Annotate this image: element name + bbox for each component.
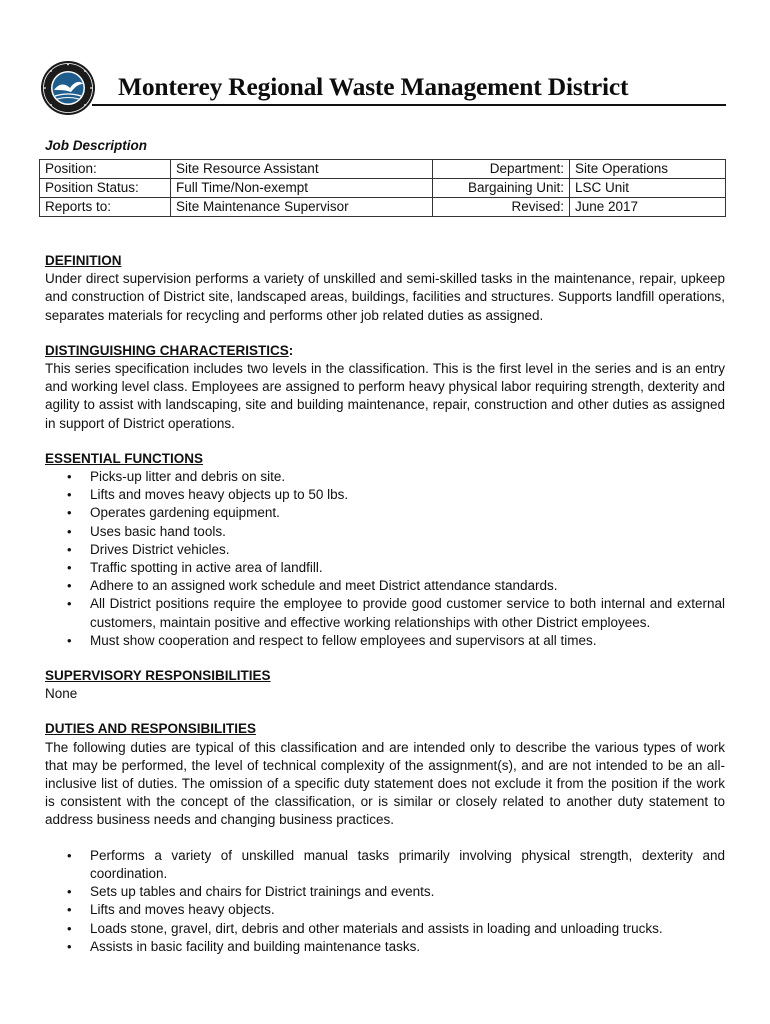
list-item-text: Assists in basic facility and building maintenance tasks. [90,938,421,954]
list-item-text: Traffic spotting in active area of landfill. [90,560,323,576]
list-item [45,577,725,595]
department-label: Department: [433,160,570,179]
list-item [45,559,725,577]
list-item-text: Performs a variety of unskilled manual tasks primarily involving physical strength, dexterity and coordination. [90,847,725,881]
reports-to-label: Reports to: [40,198,171,217]
list-item-text: Drives District vehicles. [90,541,230,557]
list-item-text: Operates gardening equipment. [90,505,280,521]
definition-text: Under direct supervision performs a variety of unskilled and semi-skilled tasks in the maintenance, repair, upkeep and construction of District site, landscaped areas, buildings, facilities and structures. Supports landfill operations, separates materials for recycling and performs other job related duties as assigned. [45,271,725,323]
list-item [45,523,725,541]
bullet-icon: • [67,523,72,539]
list-item [45,504,725,522]
distinguishing-section [45,342,725,433]
table-row [40,160,726,179]
list-item-text: Adhere to an assigned work schedule and meet District attendance standards. [90,578,558,594]
bargaining-unit-label: Bargaining Unit: [433,179,570,198]
document-type-label: Job Description [45,138,148,153]
list-item-text: All District positions require the employee to provide good customer service to both internal and external customers, maintain positive and effective working relationships with other District employees. [90,596,725,630]
list-item-text: Loads stone, gravel, dirt, debris and other materials and assists in loading and unloading trucks. [90,920,663,936]
list-item-text: Lifts and moves heavy objects up to 50 lbs. [90,487,349,503]
distinguishing-heading: DISTINGUISHING CHARACTERISTICS [45,342,289,358]
revised-label: Revised: [433,198,570,217]
job-description-body [45,252,725,973]
position-status-value: Full Time/Non-exempt [171,179,433,198]
bullet-icon: • [67,938,72,954]
job-info-table [39,159,726,217]
distinguishing-text: This series specification includes two levels in the classification. This is the first level in the series and is an entry and working level class. Employees are assigned to perform heavy physical labor requiring strength, dexterity and agility to assist with landscaping, site and building maintenance, repair, construction and other duties as assigned in support of District operations. [45,361,725,431]
bullet-icon: • [67,920,72,936]
list-item [45,938,725,956]
list-item [45,847,725,883]
duties-intro-text: The following duties are typical of this classification and are intended only to describe the various types of work that may be performed, the level of technical complexity of the assignment(s), and are not intended to be an all-inclusive list of duties. The omission of a specific duty statement does not exclude it from the position if the work is consistent with the concept of the classification, or is similar or closely related to another duty statement to address business needs and changing business practices. [45,739,725,828]
table-row [40,179,726,198]
essential-functions-section [45,450,725,650]
position-status-label: Position Status: [40,179,171,198]
bullet-icon: • [67,632,72,648]
table-row [40,198,726,217]
list-item [45,632,725,650]
list-item [45,883,725,901]
supervisory-section [45,667,725,703]
list-item-text: Sets up tables and chairs for District trainings and events. [90,884,435,900]
bullet-icon: • [67,487,72,503]
bullet-icon: • [67,596,72,612]
duties-list [45,847,725,956]
bullet-icon: • [67,884,72,900]
list-item-text: Picks-up litter and debris on site. [90,469,286,485]
list-item [45,486,725,504]
title-underline-divider [92,104,726,106]
definition-section [45,252,725,325]
bullet-icon: • [67,578,72,594]
department-value: Site Operations [570,160,726,179]
list-item [45,920,725,938]
list-item [45,901,725,919]
essential-functions-heading: ESSENTIAL FUNCTIONS [45,450,204,466]
list-item-text: Must show cooperation and respect to fellow employees and supervisors at all times. [90,632,597,648]
list-item [45,595,725,631]
reports-to-value: Site Maintenance Supervisor [171,198,433,217]
revised-value: June 2017 [570,198,726,217]
bargaining-unit-value: LSC Unit [570,179,726,198]
duties-section [45,720,725,955]
list-item-text: Lifts and moves heavy objects. [90,902,275,918]
essential-functions-list [45,468,725,650]
bullet-icon: • [67,469,72,485]
page-title: Monterey Regional Waste Management District [118,72,629,101]
supervisory-heading: SUPERVISORY RESPONSIBILITIES [45,668,271,684]
supervisory-text: None [45,686,78,702]
bullet-icon: • [67,560,72,576]
duties-heading: DUTIES AND RESPONSIBILITIES [45,721,257,737]
bullet-icon: • [67,505,72,521]
list-item-text: Uses basic hand tools. [90,523,226,539]
district-seal-logo [40,60,96,116]
position-value: Site Resource Assistant [171,160,433,179]
definition-heading: DEFINITION [45,253,122,268]
heading-colon: : [288,342,294,358]
bullet-icon: • [67,541,72,557]
bullet-icon: • [67,847,72,863]
bullet-icon: • [67,902,72,918]
list-item [45,541,725,559]
position-label: Position: [40,160,171,179]
list-item [45,468,725,486]
